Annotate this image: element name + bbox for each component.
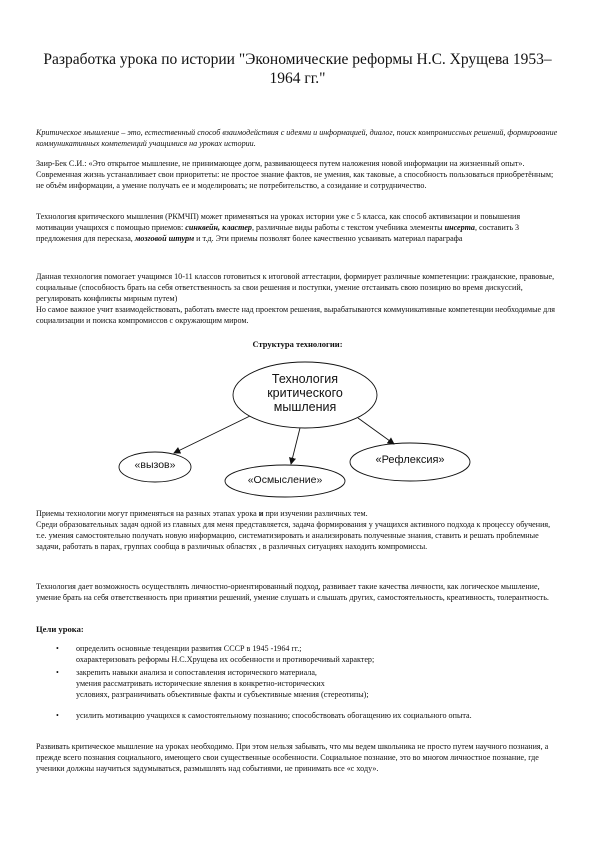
goal-item [36,643,558,665]
understanding-node-label: «Осмысление» [247,474,323,486]
main-node-line: Технология [271,372,339,386]
arrow-to-call [174,416,250,453]
bullet-icon: • [56,644,59,653]
main-node-line: критического [267,386,343,400]
structure-heading: Структура технологии: [252,339,343,349]
emphasis-and: и [258,509,264,518]
goal-line: охарактеризовать реформы Н.С.Хрущева их особенности и противоречивый характер; [76,655,375,664]
paragraph-line: Среди образовательных задач одной из главных для меня представляется, задача формирования у учащихся активного подхода к процессу обучения, т.е. умения самостоятельно получать новую информацию, систематизировать и анализировать полученные знания, ставить и решать проблемные задачи, работать в парах, группах сообща в различных областях , в различных ситуациях находить компромиссы. [36,520,551,551]
paragraph-conclusion: Развивать критическое мышление на уроках необходимо. При этом нельзя забывать, что мы ведем школьника не просто путем научного познания, а прежде всего познания социального, имеющего свои существенные особенности. Социальное познание, это во многом личностное познание, где ученики должны научиться задумываться, размышлять над событиями, не принимать все «с ходу». [36,742,549,773]
bullet-icon: • [56,668,59,677]
emphasis-syncwine-cluster: синквейн, кластер [185,223,252,232]
text-run: и т.д. Эти приемы позволят более качественно усваивать материал параграфа [194,234,463,243]
text-run: при изучении различных тем. [263,509,368,518]
goal-line: закрепить навыки анализа и сопоставления исторического материала, [76,668,317,677]
paragraph-line [36,508,558,519]
text-run: Приемы технологии могут применяться на разных этапах урока [36,509,259,518]
paragraph-technology [36,211,558,244]
goal-item [36,710,558,721]
structure-diagram [100,350,500,510]
goal-line: определить основные тенденции развития СССР в 1945 -1964 гг.; [76,644,302,653]
bullet-icon: • [56,711,59,720]
paragraph-competencies [36,271,558,326]
emphasis-insert: инсерта [444,223,475,232]
text-run: , различные виды работы с текстом учебника элементы [251,223,445,232]
text-run: , составить 3 предложения для пересказа, [36,223,520,243]
main-node-label [240,372,370,414]
paragraph-techniques [36,508,558,552]
arrow-to-reflection [358,418,394,444]
main-node-line: мышления [273,400,337,414]
document-title: Разработка урока по истории "Экономические реформы Н.С. Хрущева 1953–1964 гг." [43,51,552,87]
text-run: Технология критического мышления (РКМЧП) может применяться на уроках истории уже с 5 класса, как способ активизации и повышения мотивации учащихся с помощью приемов: [36,212,521,232]
arrow-to-understanding [291,428,300,464]
goal-item [36,667,558,700]
goal-line: усилить мотивацию учащихся к самостоятельному познанию; способствовать обогащению их социального опыта. [76,711,472,720]
goals-heading: Цели урока: [36,624,84,634]
paragraph-line: Но самое важное учит взаимодействовать, работать вместе над проектом решения, вырабатываются коммуникативные компетенции необходимые для социализации и поиска компромиссов с окружающим миром. [36,305,556,325]
goals-list [36,643,558,723]
emphasis-brainstorm: мозговой штурм [134,234,195,243]
goal-line: умения рассматривать исторические явления в конкретно-исторических [76,679,325,688]
goal-line: условиях, разграничивать объективные факты и субъективные мнения (стереотипы); [76,690,369,699]
reflection-node-label: «Рефлексия» [375,454,445,466]
paragraph-zair-bek: Заир-Бек С.И.: «Это открытое мышление, не принимающее догм, развивающееся путем наложения новой информации на жизненный опыт». Современная жизнь устанавливает свои приоритеты: не простое знание фактов, не умения, как таковые, а способность пользоваться приобретённым; не объём информации, а умение получать ее и моделировать; не потребительство, а созидание и сотрудничество. [36,159,554,190]
intro-paragraph: Критическое мышление – это, естественный способ взаимодействия с идеями и информацией, диалог, поиск компромиссных решений, формирование коммуникативных компетенций учащимися на уроках истории. [36,128,558,148]
paragraph-personal-approach: Технология дает возможность осуществлять личностно-ориентированный подход, развивает такие качества личности, как логическое мышление, умение брать на себя ответственность при принятии решений, умение слушать и слышать других, самостоятельность, креативность, толерантность. [36,582,549,602]
call-node-label: «вызов» [134,459,176,471]
paragraph-line: Данная технология помогает учащимся 10-11 классов готовиться к итоговой аттестации, формирует различные компетенции: гражданские, правовые, социальные (способность брать на себя ответственность за свои решения и поступки, умение отстаивать свою позицию во время дискуссий, регулировать конфликты мирным путем) [36,272,555,303]
